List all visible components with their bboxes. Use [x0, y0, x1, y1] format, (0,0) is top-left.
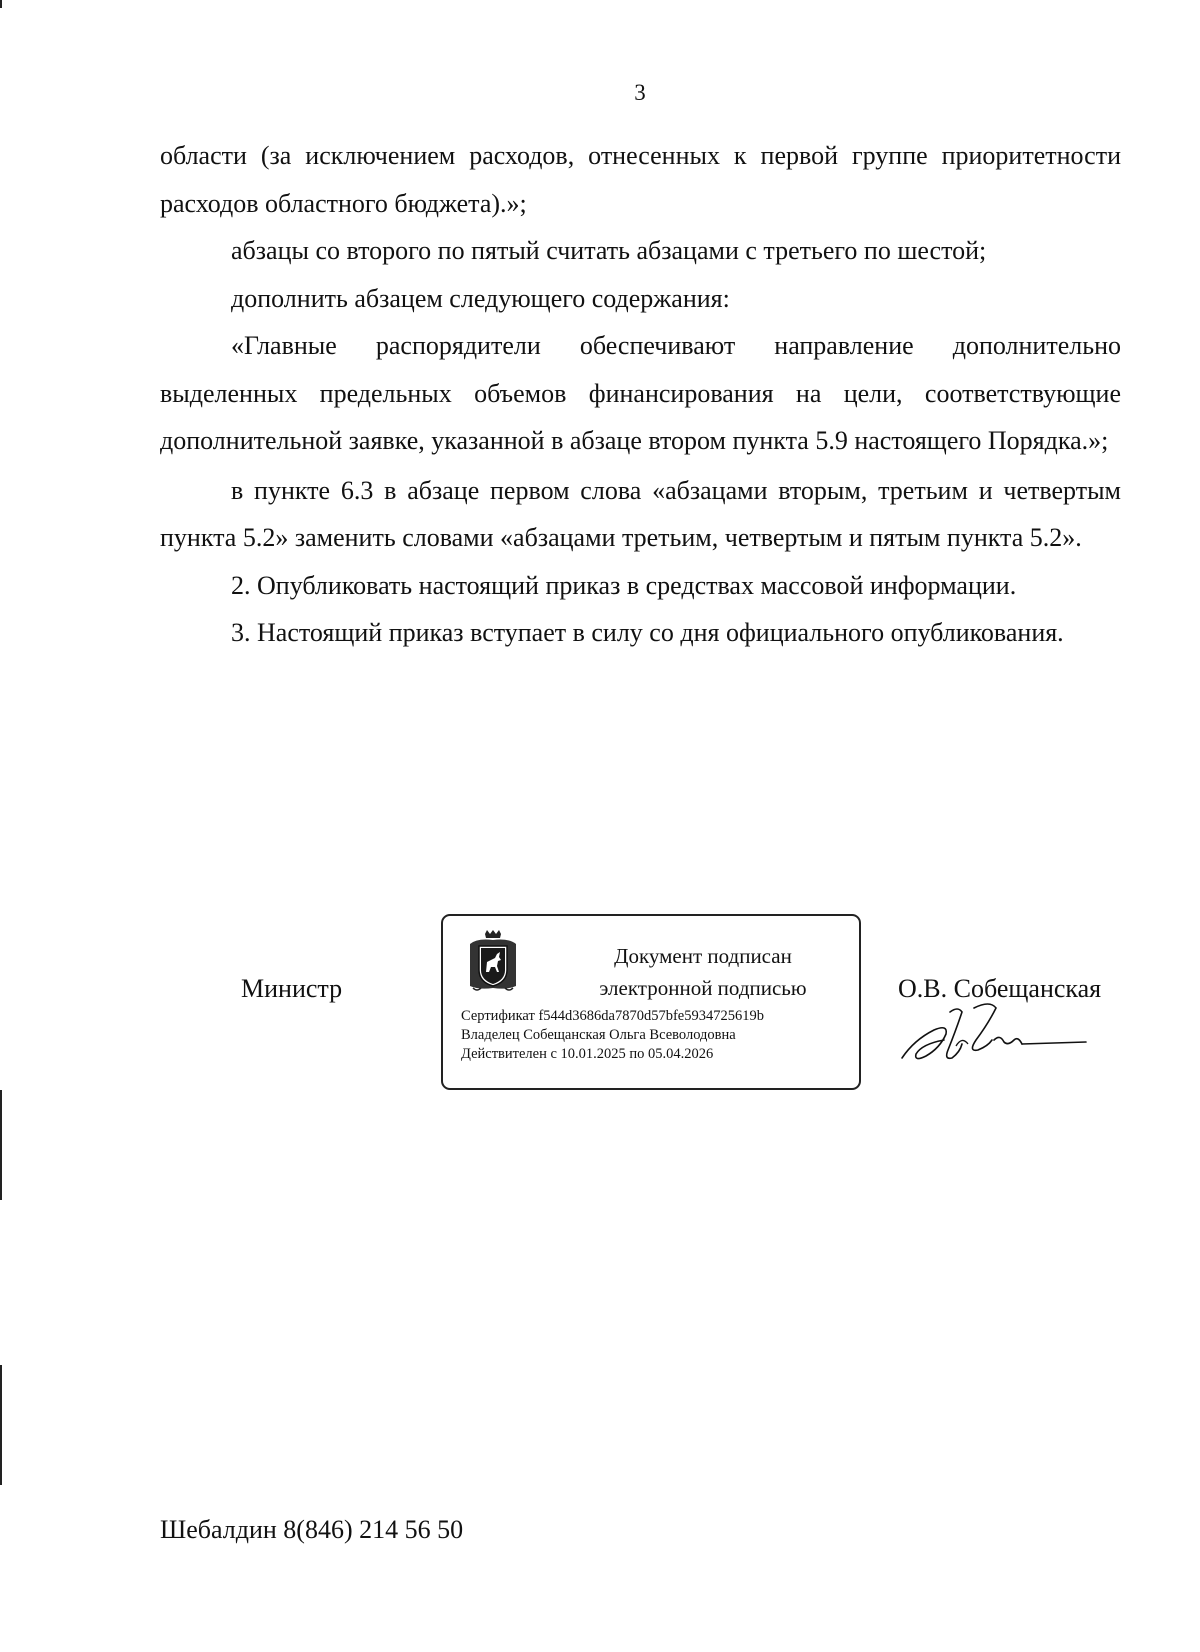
signer-position: Министр — [241, 974, 343, 1003]
page-number: 3 — [634, 80, 646, 105]
certificate-owner: Владелец Собещанская Ольга Всеволодовна — [461, 1027, 736, 1043]
coat-of-arms-icon — [467, 930, 519, 994]
executor-contact: Шебалдин 8(846) 214 56 50 — [160, 1515, 464, 1544]
certificate-validity: Действителен с 10.01.2025 по 05.04.2026 — [461, 1046, 714, 1062]
document-body — [160, 132, 1121, 657]
stamp-title-line1: Документ подписан — [614, 944, 792, 968]
stamp-details — [461, 1007, 764, 1064]
paragraph-point-6-3: в пункте 6.3 в абзаце первом слова «абзацами вторым, третьим и четвертым пункта 5.2» заменить словами «абзацами третьим, четвертым и пятым пункта 5.2». — [160, 475, 1121, 552]
paragraph-continuation: области (за исключением расходов, отнесенных к первой группе приоритетности расходов областного бюджета).»; — [160, 141, 1121, 218]
handwritten-signature — [896, 1000, 1096, 1076]
scan-edge-low — [0, 1365, 2, 1485]
paragraph-item-2: 2. Опубликовать настоящий приказ в средствах массовой информации. — [231, 570, 1017, 600]
paragraph-renumber: абзацы со второго по пятый считать абзацами с третьего по шестой; — [231, 236, 987, 265]
paragraph-item-3: 3. Настоящий приказ вступает в силу со дня официального опубликования. — [231, 618, 1064, 647]
paragraph-add-intro: дополнить абзацем следующего содержания: — [231, 283, 730, 313]
paragraph-quoted-addition: «Главные распорядители обеспечивают направление дополнительно выделенных предельных объемов финансирования на цели, соответствующие дополнительной заявке, указанной в абзаце втором пункта 5.9 настоящего Порядка.»; — [160, 331, 1121, 455]
scan-edge-mid — [0, 1090, 2, 1200]
stamp-title-line2: электронной подписью — [599, 976, 807, 1000]
scan-edge-top — [0, 0, 2, 8]
stamp-title — [553, 940, 853, 1004]
certificate-number: Сертификат f544d3686da7870d57bfe5934725619b — [461, 1008, 764, 1024]
electronic-signature-stamp — [441, 914, 861, 1090]
signer-name: О.В. Собещанская — [898, 974, 1102, 1003]
